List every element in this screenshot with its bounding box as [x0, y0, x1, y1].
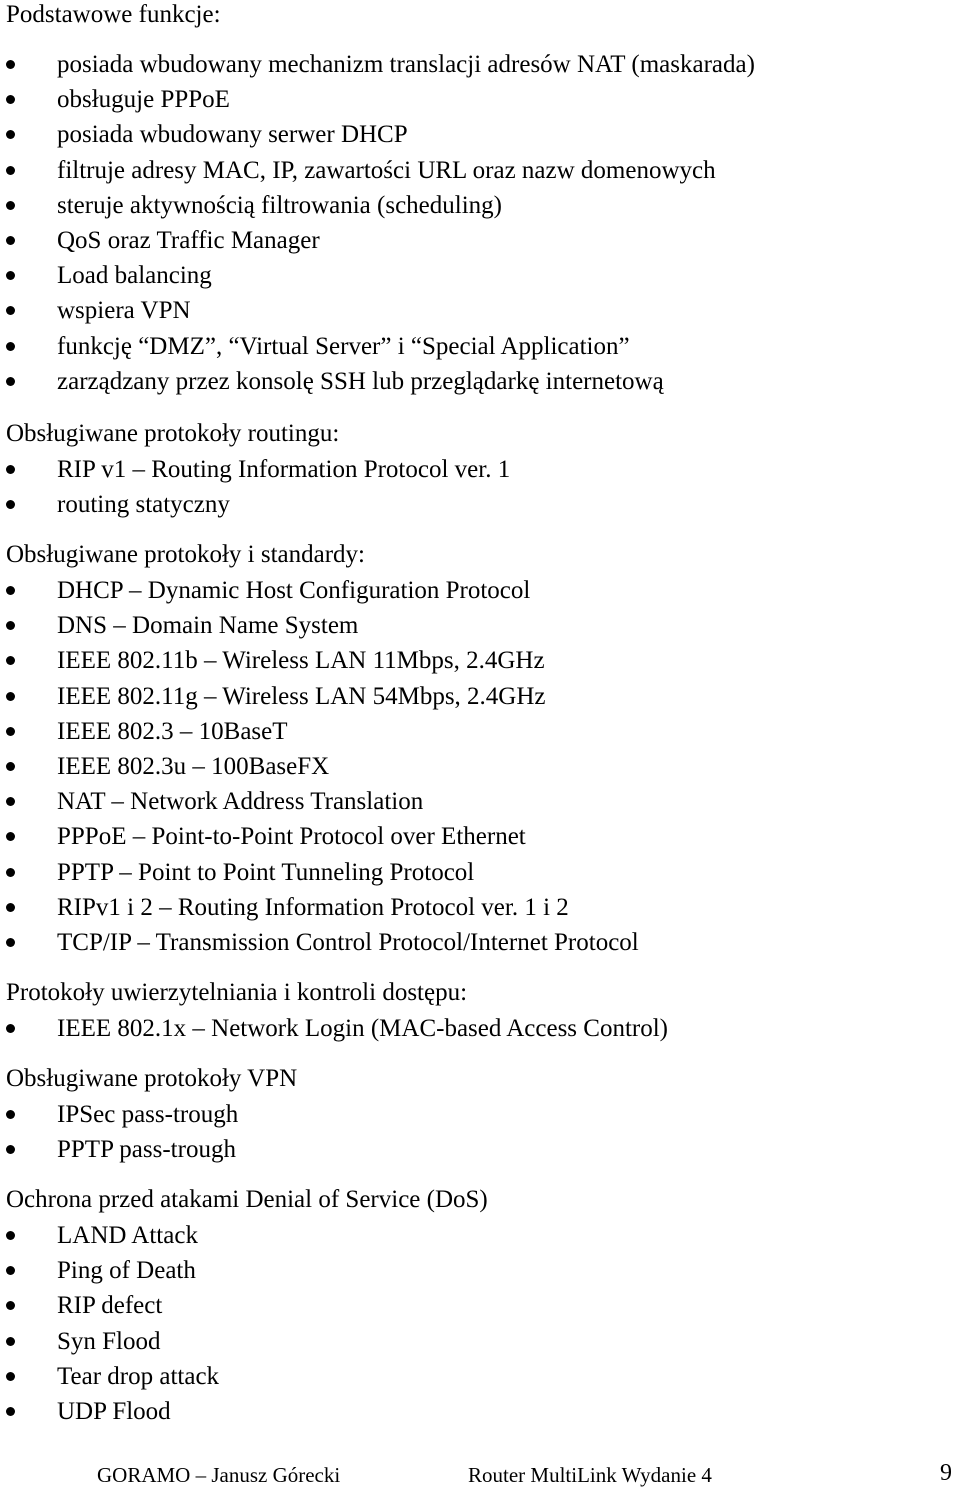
bullet-icon — [6, 797, 15, 806]
bullet-icon — [6, 621, 15, 630]
footer-author: GORAMO – Janusz Górecki — [97, 1463, 341, 1487]
bullet-icon — [6, 1337, 15, 1346]
bullet-icon — [6, 130, 15, 139]
bullet-icon — [6, 656, 15, 665]
bullet-icon — [6, 1266, 15, 1275]
bullet-icon — [6, 762, 15, 771]
bullet-icon — [6, 271, 15, 280]
document-page: Podstawowe funkcje: posiada wbudowany mechanizm translacji adresów NAT (maskarada) obsługuje PPPoE posiada wbudowany serwer DHCP filtruje adresy MAC, IP, zawartości URL oraz nazw domenowych steruje aktywnością filtrowania (scheduling) QoS oraz Traffic Manager Load balancing wspiera VPN funkcję “DMZ”, “Virtual Server” i “Special Application” zarządzany przez konsolę SSH lub przeglądarkę internetową Obsługiwane protokoły routingu: RIP v1 – Routing Information Protocol ver. 1 routing statyczny Obsługiwane protokoły i standardy: DHCP – Dynamic Host Configuration Protocol DNS – Domain Name System IEEE 802.11b – Wireless LAN 11Mbps, 2.4GHz IEEE 802.11g – Wireless LAN 54Mbps, 2.4GHz IEEE 802.3 – 10BaseT IEEE 802.3u – 100BaseFX NAT – Network Address Translation PPPoE – Point-to-Point Protocol over Ethernet PPTP – Point to Point Tunneling Protocol RIPv1 i 2 – Routing Information Protocol ver. 1 i 2 TCP/IP – Transmission Control Protocol/Internet Protocol Protokoły uwierzytelniania i kontroli dostępu: IEEE 802.1x – Network Login (MAC-based Access Control) Obsługiwane protokoły VPN IPSec pass-trough PPTP pass-trough Ochrona przed atakami Denial of Service (DoS) LAND Attack Ping of Death RIP defect Syn Flood Tear drop attack UDP Flood GORAMO – Janusz Górecki Router MultiLink Wydanie 4 9 — [6, 1, 952, 1487]
bullet-icon — [6, 201, 15, 210]
bullet-icon — [6, 236, 15, 245]
section-heading-auth-access: Protokoły uwierzytelniania i kontroli dostępu: — [6, 979, 468, 1006]
bullet-icon — [6, 692, 15, 701]
bullet-icon — [6, 1024, 15, 1033]
bullet-icon — [6, 95, 15, 104]
section-heading-protocols-standards: Obsługiwane protokoły i standardy: — [6, 541, 365, 568]
bullet-icon — [6, 938, 15, 947]
bullet-icon — [6, 377, 15, 386]
bullet-icon — [6, 832, 15, 841]
footer-document-title: Router MultiLink Wydanie 4 — [468, 1463, 712, 1487]
bullet-icon — [6, 465, 15, 474]
bullet-icon — [6, 500, 15, 509]
section-heading-routing-protocols: Obsługiwane protokoły routingu: — [6, 420, 340, 447]
bullet-icon — [6, 1372, 15, 1381]
bullet-icon — [6, 586, 15, 595]
bullet-icon — [6, 727, 15, 736]
bullet-icon — [6, 166, 15, 175]
bullet-icon — [6, 306, 15, 315]
section-heading-basic-functions: Podstawowe funkcje: — [6, 1, 221, 28]
bullet-icon — [6, 1301, 15, 1310]
page-number: 9 — [940, 1460, 952, 1486]
bullet-icon — [6, 1407, 15, 1416]
bullet-icon — [6, 1231, 15, 1240]
bullet-icon — [6, 60, 15, 69]
bullet-icon — [6, 1110, 15, 1119]
bullet-icon — [6, 1145, 15, 1154]
bullet-icon — [6, 342, 15, 351]
section-heading-vpn-protocols: Obsługiwane protokoły VPN — [6, 1065, 298, 1092]
bullet-icon — [6, 903, 15, 912]
bullet-icon — [6, 868, 15, 877]
section-heading-dos-protection: Ochrona przed atakami Denial of Service (DoS) — [6, 1186, 488, 1213]
